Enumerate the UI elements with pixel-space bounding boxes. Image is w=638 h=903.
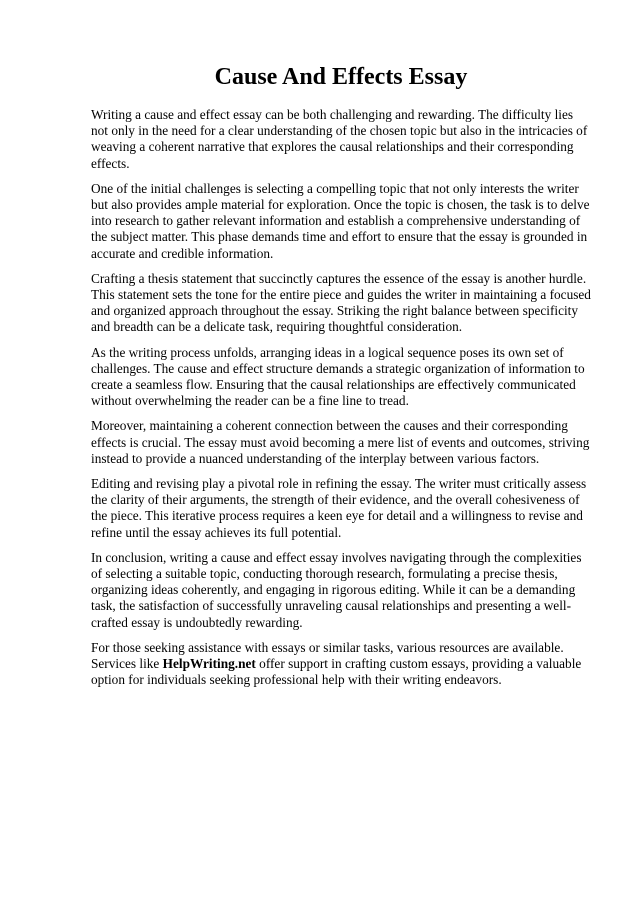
paragraph-8 — [91, 640, 591, 689]
paragraph-6: Editing and revising play a pivotal role in refining the essay. The writer must critically assess the clarity of their arguments, the strength of their evidence, and the overall cohesiveness of the piece. This iterative process requires a keen eye for detail and a willingness to revise and refine until the essay achieves its full potential. — [91, 476, 587, 540]
paragraph-5: Moreover, maintaining a coherent connection between the causes and their corresponding effects is crucial. The essay must avoid becoming a mere list of events and outcomes, striving instead to provide a nuanced understanding of the interplay between various factors. — [91, 418, 590, 466]
paragraph-4: As the writing process unfolds, arranging ideas in a logical sequence poses its own set of challenges. The cause and effect structure demands a strategic organization of information to create a seamless flow. Ensuring that the causal relationships are effectively communicated without overwhelming the reader can be a fine line to tread. — [91, 344, 585, 409]
helpwriting-link[interactable]: HelpWriting.net — [162, 656, 256, 672]
page-title: Cause And Effects Essay — [214, 64, 468, 90]
paragraph-7: In conclusion, writing a cause and effect essay involves navigating through the complexities of selecting a suitable topic, conducting thorough research, formulating a precise thesis, organizing ideas coherently, and engaging in rigorous editing. While it can be a demanding task, the satisfaction of successfully unraveling causal relationships and presenting a well-crafted essay is undoubtedly rewarding. — [91, 549, 582, 630]
paragraph-8-text-after: offer support in crafting custom essays, providing a valuable option for individuals seeking professional help with their writing endeavors. — [91, 656, 582, 688]
paragraph-1: Writing a cause and effect essay can be both challenging and rewarding. The difficulty lies not only in the need for a clear understanding of the chosen topic but also in the intricacies of weaving a coherent narrative that explores the causal relationships and their corresponding effects. — [91, 107, 588, 171]
document-body — [91, 62, 591, 698]
paragraph-3: Crafting a thesis statement that succinctly captures the essence of the essay is another hurdle. This statement sets the tone for the entire piece and guides the writer in maintaining a focused and organized approach throughout the essay. Striking the right balance between specificity and breadth can be a delicate task, requiring thoughtful consideration. — [91, 270, 591, 335]
paragraph-8-text-before: For those seeking assistance with essays or similar tasks, various resources are available. Services like — [91, 639, 564, 672]
paragraph-2: One of the initial challenges is selecting a compelling topic that not only interests the writer but also provides ample material for exploration. Once the topic is chosen, the task is to delve into research to gather relevant information and establish a comprehensive understanding of the subject matter. This phase demands time and effort to ensure that the essay is grounded in accurate and credible information. — [91, 180, 590, 261]
